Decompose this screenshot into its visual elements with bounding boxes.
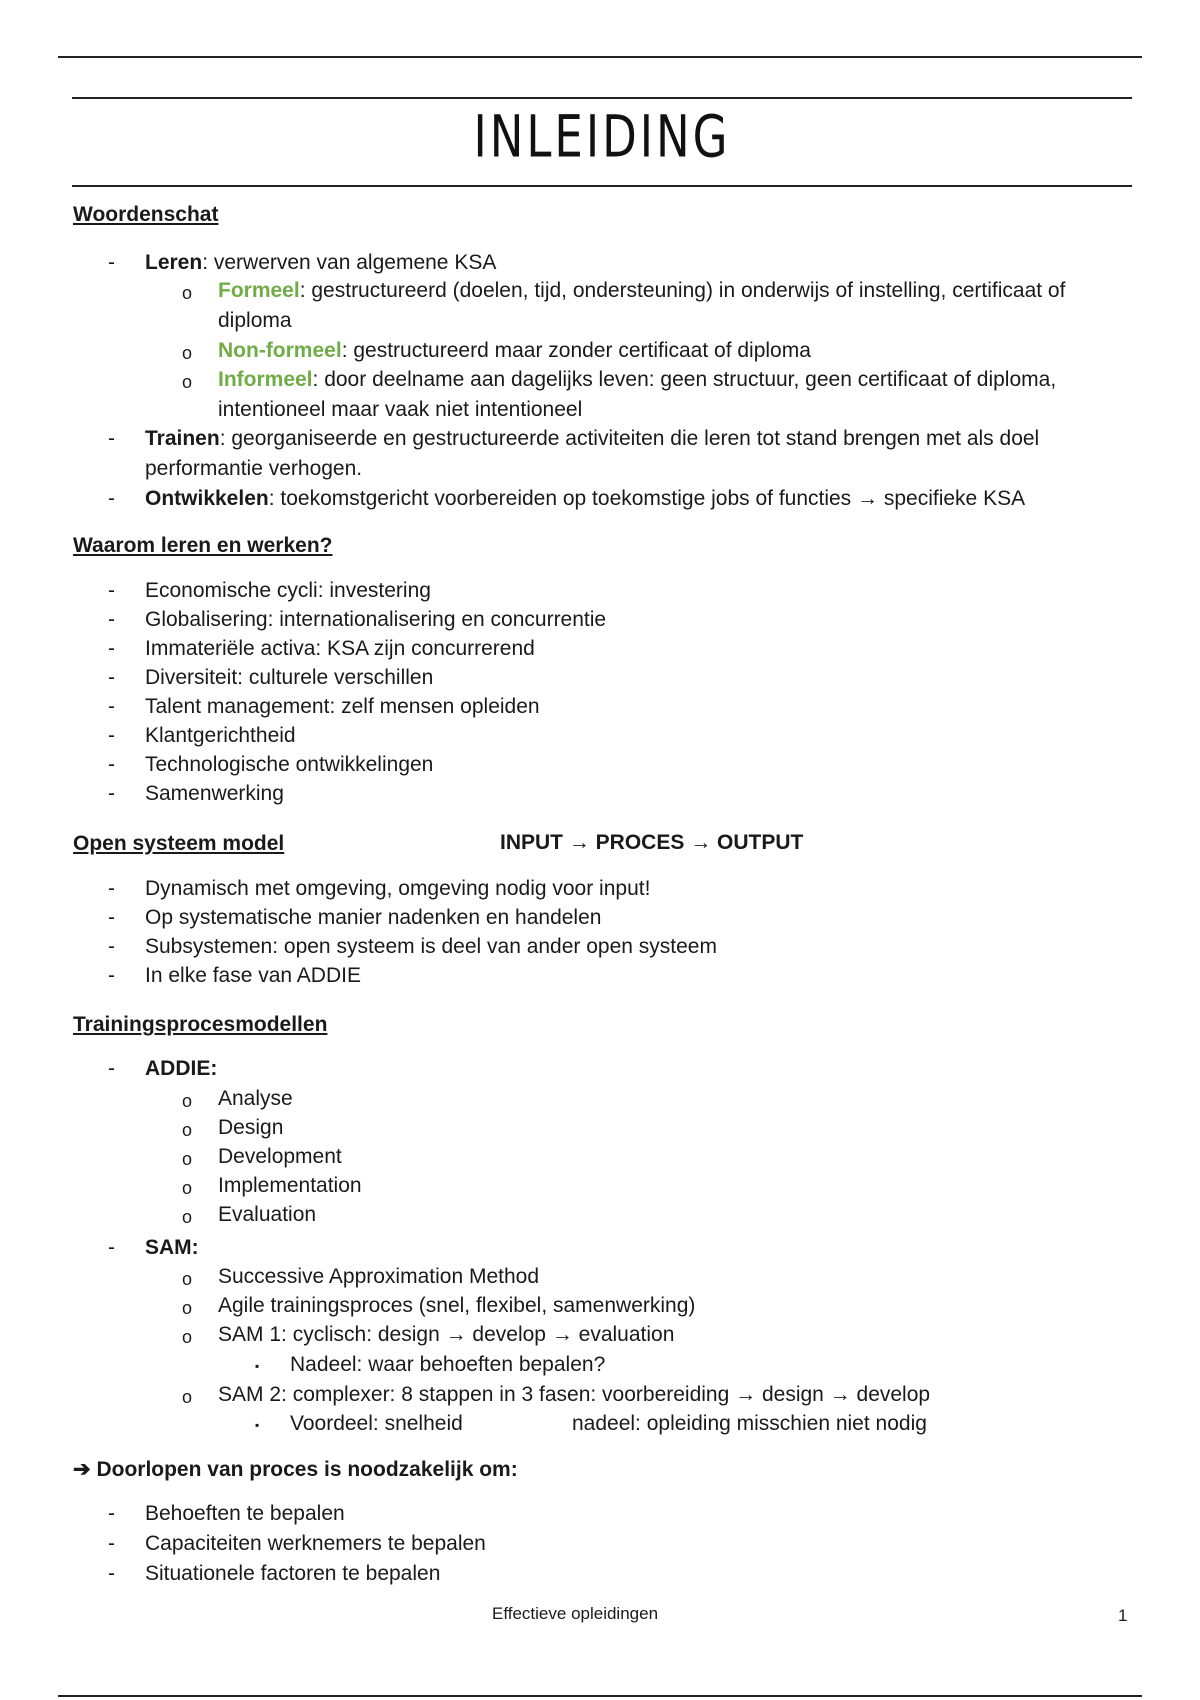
dash-bullet: - bbox=[108, 1057, 115, 1080]
dash-bullet: - bbox=[108, 753, 115, 776]
square-bullet: ▪ bbox=[255, 1418, 260, 1432]
item-formeel-cont: diploma bbox=[218, 309, 292, 332]
circle-bullet: o bbox=[182, 1269, 193, 1289]
dash-bullet: - bbox=[108, 1532, 115, 1555]
dash-bullet: - bbox=[108, 782, 115, 805]
list-item: Technologische ontwikkelingen bbox=[145, 753, 434, 776]
list-item: Development bbox=[218, 1145, 342, 1168]
title-bottom-rule bbox=[72, 185, 1132, 187]
list-item: SAM 1: cyclisch: design → develop → evaluation bbox=[218, 1323, 675, 1346]
list-item: Immateriële activa: KSA zijn concurrerend bbox=[145, 637, 535, 660]
dash-bullet: - bbox=[108, 1236, 115, 1259]
heading-trainingsprocesmodellen: Trainingsprocesmodellen bbox=[73, 1013, 328, 1036]
flow-input-proces-output: INPUT → PROCES → OUTPUT bbox=[500, 831, 804, 854]
item-nonformeel: Non-formeel: gestructureerd maar zonder certificaat of diploma bbox=[218, 339, 811, 362]
circle-bullet: o bbox=[182, 283, 193, 303]
list-item: Diversiteit: culturele verschillen bbox=[145, 666, 434, 689]
list-item: Globalisering: internationalisering en concurrentie bbox=[145, 608, 607, 631]
footer-title: Effectieve opleidingen bbox=[492, 1604, 659, 1623]
list-item: Subsystemen: open systeem is deel van ander open systeem bbox=[145, 935, 717, 958]
item-trainen-cont: performantie verhogen. bbox=[145, 457, 363, 480]
list-item: Situationele factoren te bepalen bbox=[145, 1562, 441, 1585]
item-informeel-cont: intentioneel maar vaak niet intentioneel bbox=[218, 398, 583, 421]
item-ontwikkelen: Ontwikkelen: toekomstgericht voorbereiden op toekomstige jobs of functies → specifieke KSA bbox=[145, 487, 1026, 510]
heading-open-systeem: Open systeem model bbox=[73, 832, 285, 855]
title-top-rule bbox=[72, 97, 1132, 99]
circle-bullet: o bbox=[182, 1207, 193, 1227]
heading-waarom: Waarom leren en werken? bbox=[73, 534, 333, 557]
list-item: Capaciteiten werknemers te bepalen bbox=[145, 1532, 486, 1555]
list-item: In elke fase van ADDIE bbox=[145, 964, 361, 987]
list-item: Talent management: zelf mensen opleiden bbox=[145, 695, 540, 718]
circle-bullet: o bbox=[182, 1091, 193, 1111]
page-title: INLEIDING bbox=[473, 103, 731, 171]
list-item: Behoeften te bepalen bbox=[145, 1502, 345, 1525]
sam2-nadeel: nadeel: opleiding misschien niet nodig bbox=[572, 1412, 927, 1435]
list-item: Analyse bbox=[218, 1087, 293, 1110]
dash-bullet: - bbox=[108, 666, 115, 689]
sam1-nadeel: Nadeel: waar behoeften bepalen? bbox=[290, 1353, 606, 1376]
dash-bullet: - bbox=[108, 608, 115, 631]
sam2-item: SAM 2: complexer: 8 stappen in 3 fasen: voorbereiding → design → develop bbox=[218, 1383, 931, 1406]
list-item: Klantgerichtheid bbox=[145, 724, 296, 747]
item-leren: Leren: verwerven van algemene KSA bbox=[145, 251, 497, 274]
page-number: 1 bbox=[1118, 1606, 1128, 1625]
circle-bullet: o bbox=[182, 1298, 193, 1318]
sam2-voordeel: Voordeel: snelheid bbox=[290, 1412, 463, 1435]
circle-bullet: o bbox=[182, 1178, 193, 1198]
circle-bullet: o bbox=[182, 343, 193, 363]
item-informeel: Informeel: door deelname aan dagelijks leven: geen structuur, geen certificaat of diploma, bbox=[218, 368, 1057, 391]
dash-bullet: - bbox=[108, 935, 115, 958]
circle-bullet: o bbox=[182, 372, 193, 392]
doorlopen-heading: ➔ Doorlopen van proces is noodzakelijk om: bbox=[73, 1458, 518, 1481]
square-bullet: ▪ bbox=[255, 1359, 260, 1373]
circle-bullet: o bbox=[182, 1387, 193, 1407]
dash-bullet: - bbox=[108, 877, 115, 900]
circle-bullet: o bbox=[182, 1120, 193, 1140]
arrow-icon: ➔ bbox=[73, 1458, 91, 1481]
bottom-rule bbox=[58, 1695, 1142, 1697]
list-item: Economische cycli: investering bbox=[145, 579, 431, 602]
sam-label: SAM: bbox=[145, 1236, 199, 1259]
list-item: Agile trainingsproces (snel, flexibel, samenwerking) bbox=[218, 1294, 696, 1317]
item-trainen: Trainen: georganiseerde en gestructureerde activiteiten die leren tot stand brengen met als doel bbox=[145, 427, 1040, 450]
circle-bullet: o bbox=[182, 1327, 193, 1347]
dash-bullet: - bbox=[108, 724, 115, 747]
top-rule bbox=[58, 56, 1142, 58]
list-item: Implementation bbox=[218, 1174, 362, 1197]
dash-bullet: - bbox=[108, 906, 115, 929]
heading-woordenschat: Woordenschat bbox=[73, 203, 219, 226]
dash-bullet: - bbox=[108, 427, 115, 450]
list-item: Design bbox=[218, 1116, 284, 1139]
dash-bullet: - bbox=[108, 964, 115, 987]
list-item: Op systematische manier nadenken en handelen bbox=[145, 906, 602, 929]
dash-bullet: - bbox=[108, 487, 115, 510]
dash-bullet: - bbox=[108, 1502, 115, 1525]
list-item: Evaluation bbox=[218, 1203, 317, 1226]
list-item: Samenwerking bbox=[145, 782, 284, 805]
dash-bullet: - bbox=[108, 695, 115, 718]
dash-bullet: - bbox=[108, 579, 115, 602]
dash-bullet: - bbox=[108, 637, 115, 660]
addie-label: ADDIE: bbox=[145, 1057, 218, 1080]
dash-bullet: - bbox=[108, 1562, 115, 1585]
circle-bullet: o bbox=[182, 1149, 193, 1169]
list-item: Successive Approximation Method bbox=[218, 1265, 539, 1288]
item-formeel: Formeel: gestructureerd (doelen, tijd, ondersteuning) in onderwijs of instelling, certificaat of bbox=[218, 279, 1066, 302]
list-item: Dynamisch met omgeving, omgeving nodig voor input! bbox=[145, 877, 651, 900]
dash-bullet: - bbox=[108, 251, 115, 274]
